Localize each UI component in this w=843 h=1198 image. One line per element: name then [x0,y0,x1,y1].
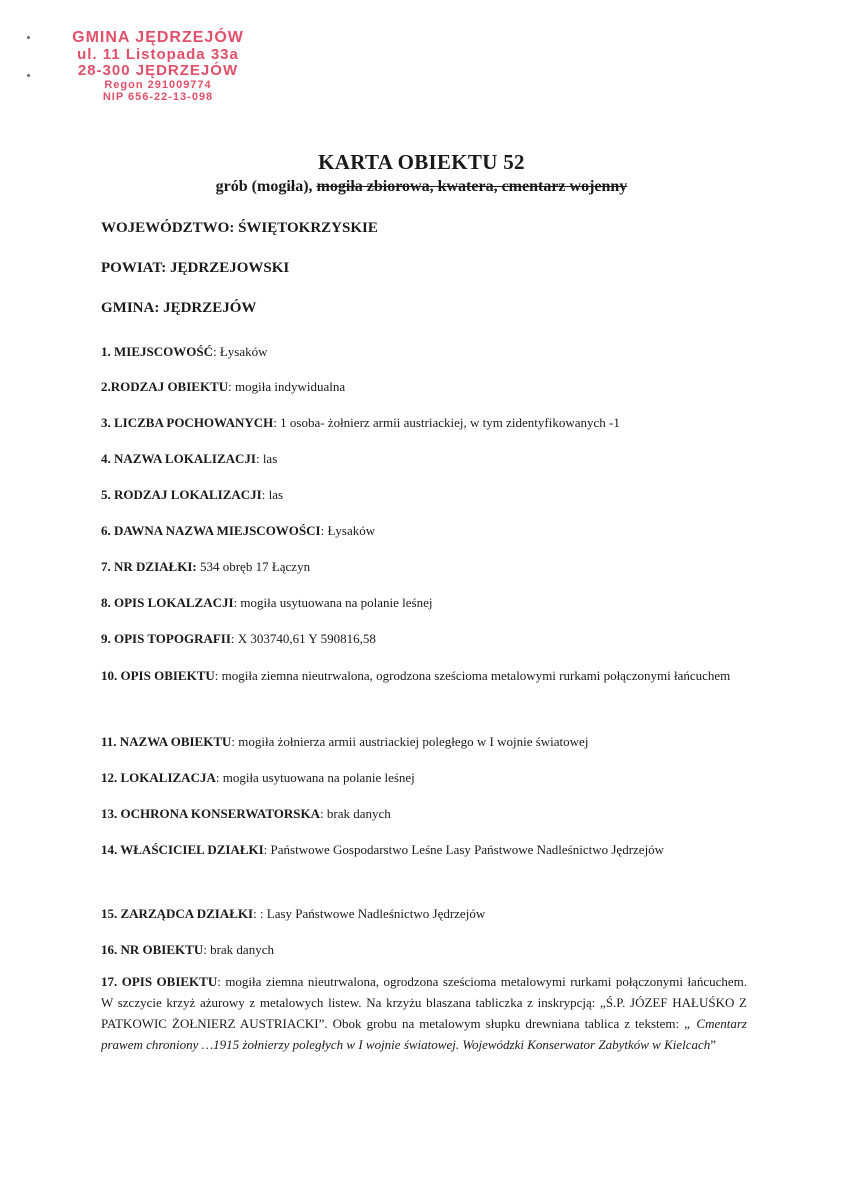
item-label: 13. OCHRONA KONSERWATORSKA [101,806,321,821]
item-value: : brak danych [203,942,274,957]
header-wojewodztwo: WOJEWÓDZTWO: ŚWIĘTOKRZYSKIE [101,220,378,236]
item-label: 6. DAWNA NAZWA MIEJSCOWOŚCI [101,523,321,538]
scan-speck [27,36,30,39]
item-15 [101,903,747,924]
item-value: : Państwowe Gospodarstwo Leśne Lasy Państwowe Nadleśnictwo Jędrzejów [263,842,665,857]
item-value: : Łysaków [212,344,268,359]
item-14 [101,839,747,860]
stamp-line-3: 28-300 JĘDRZEJÓW [77,62,239,79]
item-label: 2.RODZAJ OBIEKTU [101,379,229,394]
document-subtitle [0,178,843,196]
stamp-line-2: ul. 11 Listopada 33a [77,46,239,63]
item-value: : brak danych [320,806,391,821]
stamp-line-1: GMINA JĘDRZEJÓW [72,29,244,46]
item-1 [101,341,747,362]
scan-speck [27,74,30,77]
item-17-italic: „ Cmentarz prawem chroniony …1915 żołnierzy poległych w I wojnie światowej. Wojewódzki Konserwator Zabytków w Kielcach [101,1016,747,1052]
item-11 [101,731,747,752]
item-label: 9. OPIS TOPOGRAFII [101,631,231,646]
item-10 [101,665,747,686]
item-value: : mogiła indywidualna [228,379,346,394]
item-value: 534 obręb 17 Łączyn [196,559,311,574]
item-label: 3. LICZBA POCHOWANYCH [101,415,274,430]
item-8 [101,592,747,613]
header-gmina: GMINA: JĘDRZEJÓW [101,300,257,316]
item-label: 4. NAZWA LOKALIZACJI [101,451,256,466]
item-label: 16. NR OBIEKTU [101,942,204,957]
item-label: 11. NAZWA OBIEKTU [101,734,232,749]
document-title: KARTA OBIEKTU 52 [318,150,525,174]
item-3 [101,412,747,433]
item-value: : Łysaków [320,523,376,538]
stamp-line-4: Regon 291009774 [104,79,212,91]
stamp-line-5: NIP 656-22-13-098 [102,91,214,103]
item-label: 7. NR DZIAŁKI: [101,559,197,574]
municipality-stamp [38,30,278,103]
item-label: 1. MIEJSCOWOŚĆ [101,344,213,359]
item-7 [101,556,747,577]
subtitle-plain: grób (mogiła), [215,178,317,195]
item-12 [101,767,747,788]
item-6 [101,520,747,541]
item-4 [101,448,747,469]
item-5 [101,484,747,505]
item-label: 5. RODZAJ LOKALIZACJI [101,487,262,502]
item-17-label: 17. OPIS OBIEKTU [101,974,218,989]
item-16 [101,939,747,960]
item-13 [101,803,747,824]
item-value: : mogiła ziemna nieutrwalona, ogrodzona sześcioma metalowymi rurkami połączonymi łańcuchem [214,668,731,683]
item-label: 14. WŁAŚCICIEL DZIAŁKI [101,842,264,857]
item-value: : mogiła żołnierza armii austriackiej poległego w I wojnie światowej [231,734,589,749]
item-value: : mogiła usytuowana na polanie leśnej [215,770,415,785]
item-9 [101,628,747,649]
subtitle-struck: mogiła zbiorowa, kwatera, cmentarz wojenny [316,178,628,195]
item-value: : mogiła usytuowana na polanie leśnej [233,595,433,610]
item-17-closing: ” [710,1037,717,1052]
header-powiat: POWIAT: JĘDRZEJOWSKI [101,260,290,276]
item-value: : : Lasy Państwowe Nadleśnictwo Jędrzejów [253,906,486,921]
item-label: 15. ZARZĄDCA DZIAŁKI [101,906,254,921]
item-value: : 1 osoba- żołnierz armii austriackiej, w tym zidentyfikowanych -1 [273,415,620,430]
item-2 [101,376,747,397]
item-value: : las [255,451,278,466]
item-value: : X 303740,61 Y 590816,58 [230,631,376,646]
item-label: 10. OPIS OBIEKTU [101,668,215,683]
item-label: 12. LOKALIZACJA [101,770,216,785]
item-17 [101,971,747,1055]
item-17-value: : mogiła ziemna nieutrwalona, ogrodzona sześcioma metalowymi rurkami połączonymi łańcuchem. W szczycie krzyż ażurowy z metalowych listew. Na krzyżu blaszana tabliczka z inskrypcją: „Ś.P. JÓZEF HAŁUŚKO Z PATKOWIC ŻOŁNIERZ AUSTRIACKI”. Obok grobu na metalowym słupku drewniana tablica z tekstem: [101,974,747,1031]
item-value: : las [261,487,284,502]
item-label: 8. OPIS LOKALZACJI [101,595,234,610]
